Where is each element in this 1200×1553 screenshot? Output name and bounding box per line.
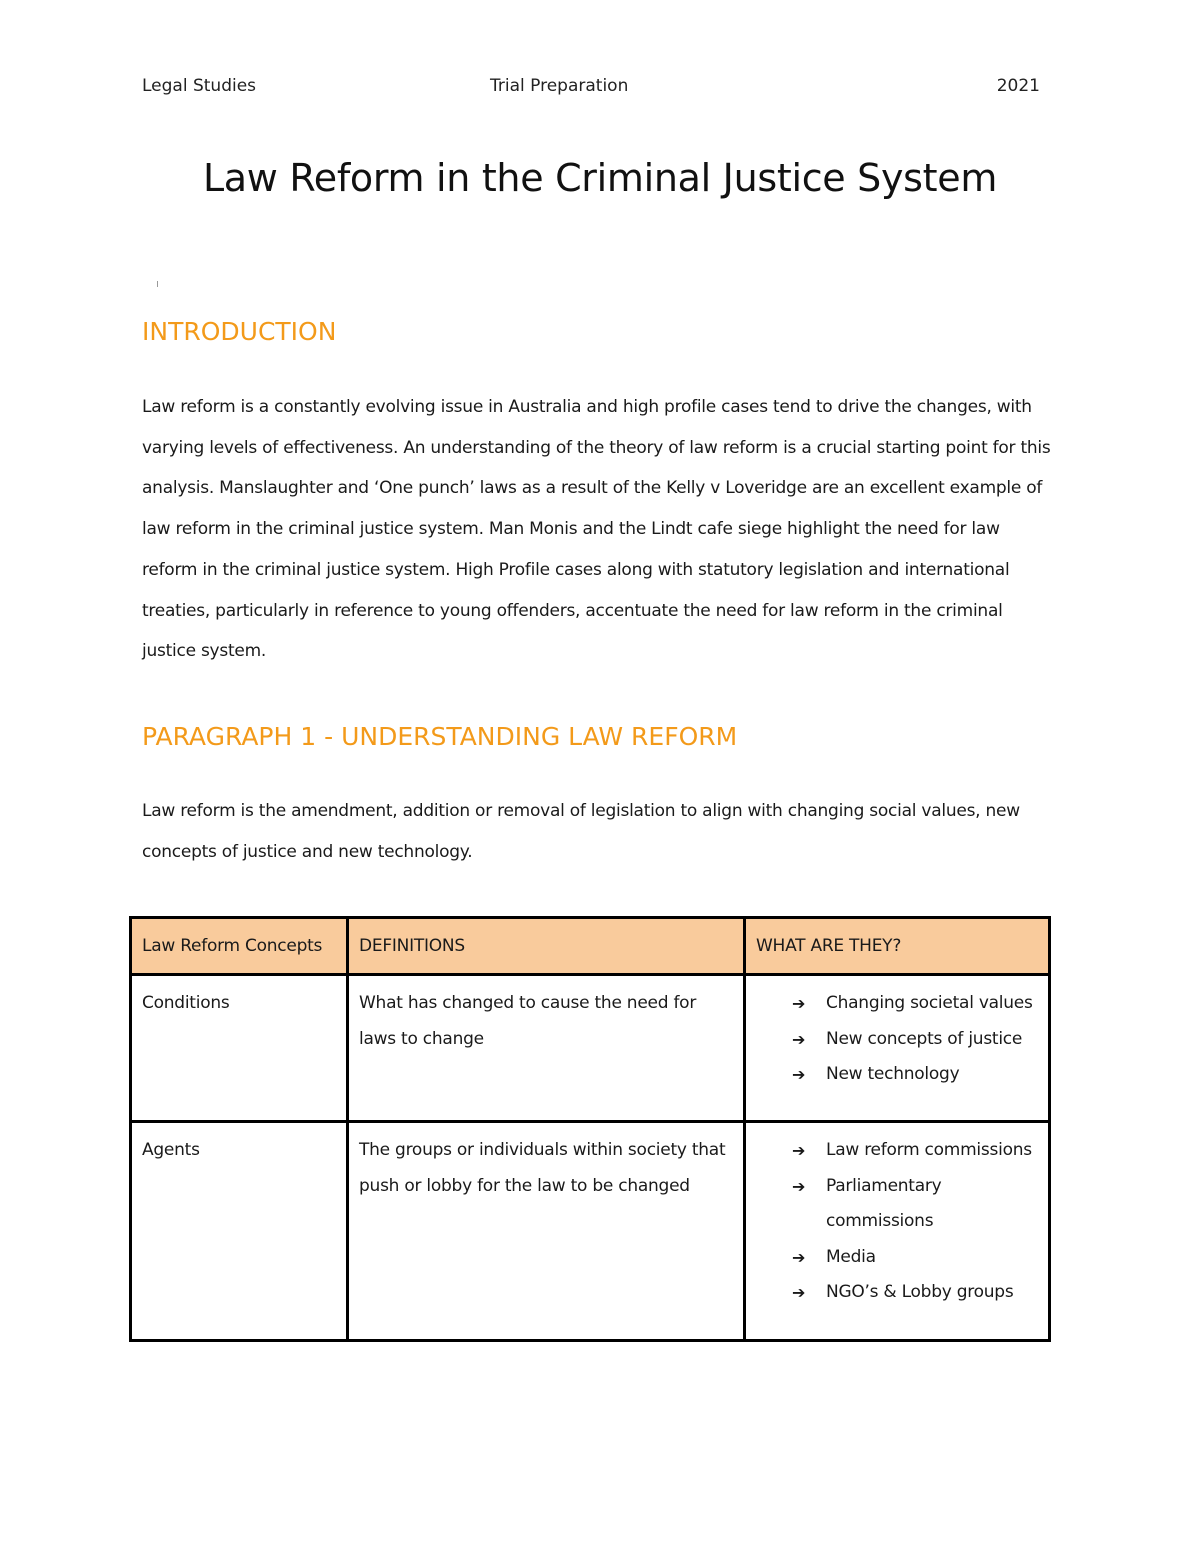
stray-mark [157,281,158,287]
arrow-right-icon: ➔ [792,1247,806,1267]
arrow-right-icon: ➔ [792,994,806,1013]
introduction-paragraph: Law reform is a constantly evolving issue in Australia and high profile cases tend to drive the changes, with varying levels of effectiveness. An understanding of the theory of law reform is a crucial starting point for this analysis. Manslaughter and ‘One punch’ laws as a result of the Kelly v Loveridge are an excellent example of law reform in the criminal justice system. Man Monis and the Lindt cafe siege highlight the need for law reform in the criminal justice system. High Profile cases along with statutory legislation and international treaties, particularly in reference to young offenders, accentuate the need for law reform in the criminal justice system. [142,397,1051,662]
items-cell [745,1122,1050,1341]
introduction-heading: INTRODUCTION [142,317,337,346]
table-header-concepts: Law Reform Concepts [131,918,348,975]
arrow-right-icon: ➔ [792,1176,806,1196]
document-title: Law Reform in the Criminal Justice System [202,156,998,200]
paragraph1-heading: PARAGRAPH 1 - UNDERSTANDING LAW REFORM [142,722,738,751]
list-item [792,1022,1038,1058]
concept-cell: Conditions [131,975,348,1122]
arrow-right-icon: ➔ [792,1141,806,1160]
items-list [756,1133,1038,1311]
arrow-right-icon: ➔ [792,1029,806,1049]
list-item [792,986,1038,1022]
concept-cell: Agents [131,1122,348,1341]
list-item-label: Changing societal values [826,993,1033,1013]
table-row [131,1122,1050,1341]
list-item-label: Parliamentary commissions [826,1175,942,1231]
table-row [131,975,1050,1122]
list-item-label: Media [826,1246,876,1267]
definition-cell: What has changed to cause the need for laws to change [348,975,745,1122]
table-header-what-are-they: WHAT ARE THEY? [745,918,1050,975]
header-subject: Legal Studies [142,76,257,96]
page-header [142,76,1040,102]
list-item-label: New concepts of justice [826,1028,1023,1049]
list-item-label: Law reform commissions [826,1140,1032,1160]
items-list [756,986,1038,1093]
list-item-label: New technology [826,1064,960,1084]
list-item [792,1275,1038,1311]
definition-cell: The groups or individuals within society that push or lobby for the law to be changed [348,1122,745,1341]
list-item [792,1169,1038,1240]
header-topic: Trial Preparation [490,76,629,96]
table-header-definitions: DEFINITIONS [348,918,745,975]
paragraph1-text: Law reform is the amendment, addition or removal of legislation to align with changing social values, new concepts of justice and new technology. [142,801,1020,862]
law-reform-concepts-table [129,916,1051,1342]
list-item-label: NGO’s & Lobby groups [826,1282,1014,1302]
arrow-right-icon: ➔ [792,1283,806,1302]
list-item [792,1240,1038,1276]
table-header-row [131,918,1050,975]
list-item [792,1133,1038,1169]
list-item [792,1057,1038,1093]
items-cell [745,975,1050,1122]
header-year: 2021 [996,76,1040,96]
arrow-right-icon: ➔ [792,1065,806,1084]
